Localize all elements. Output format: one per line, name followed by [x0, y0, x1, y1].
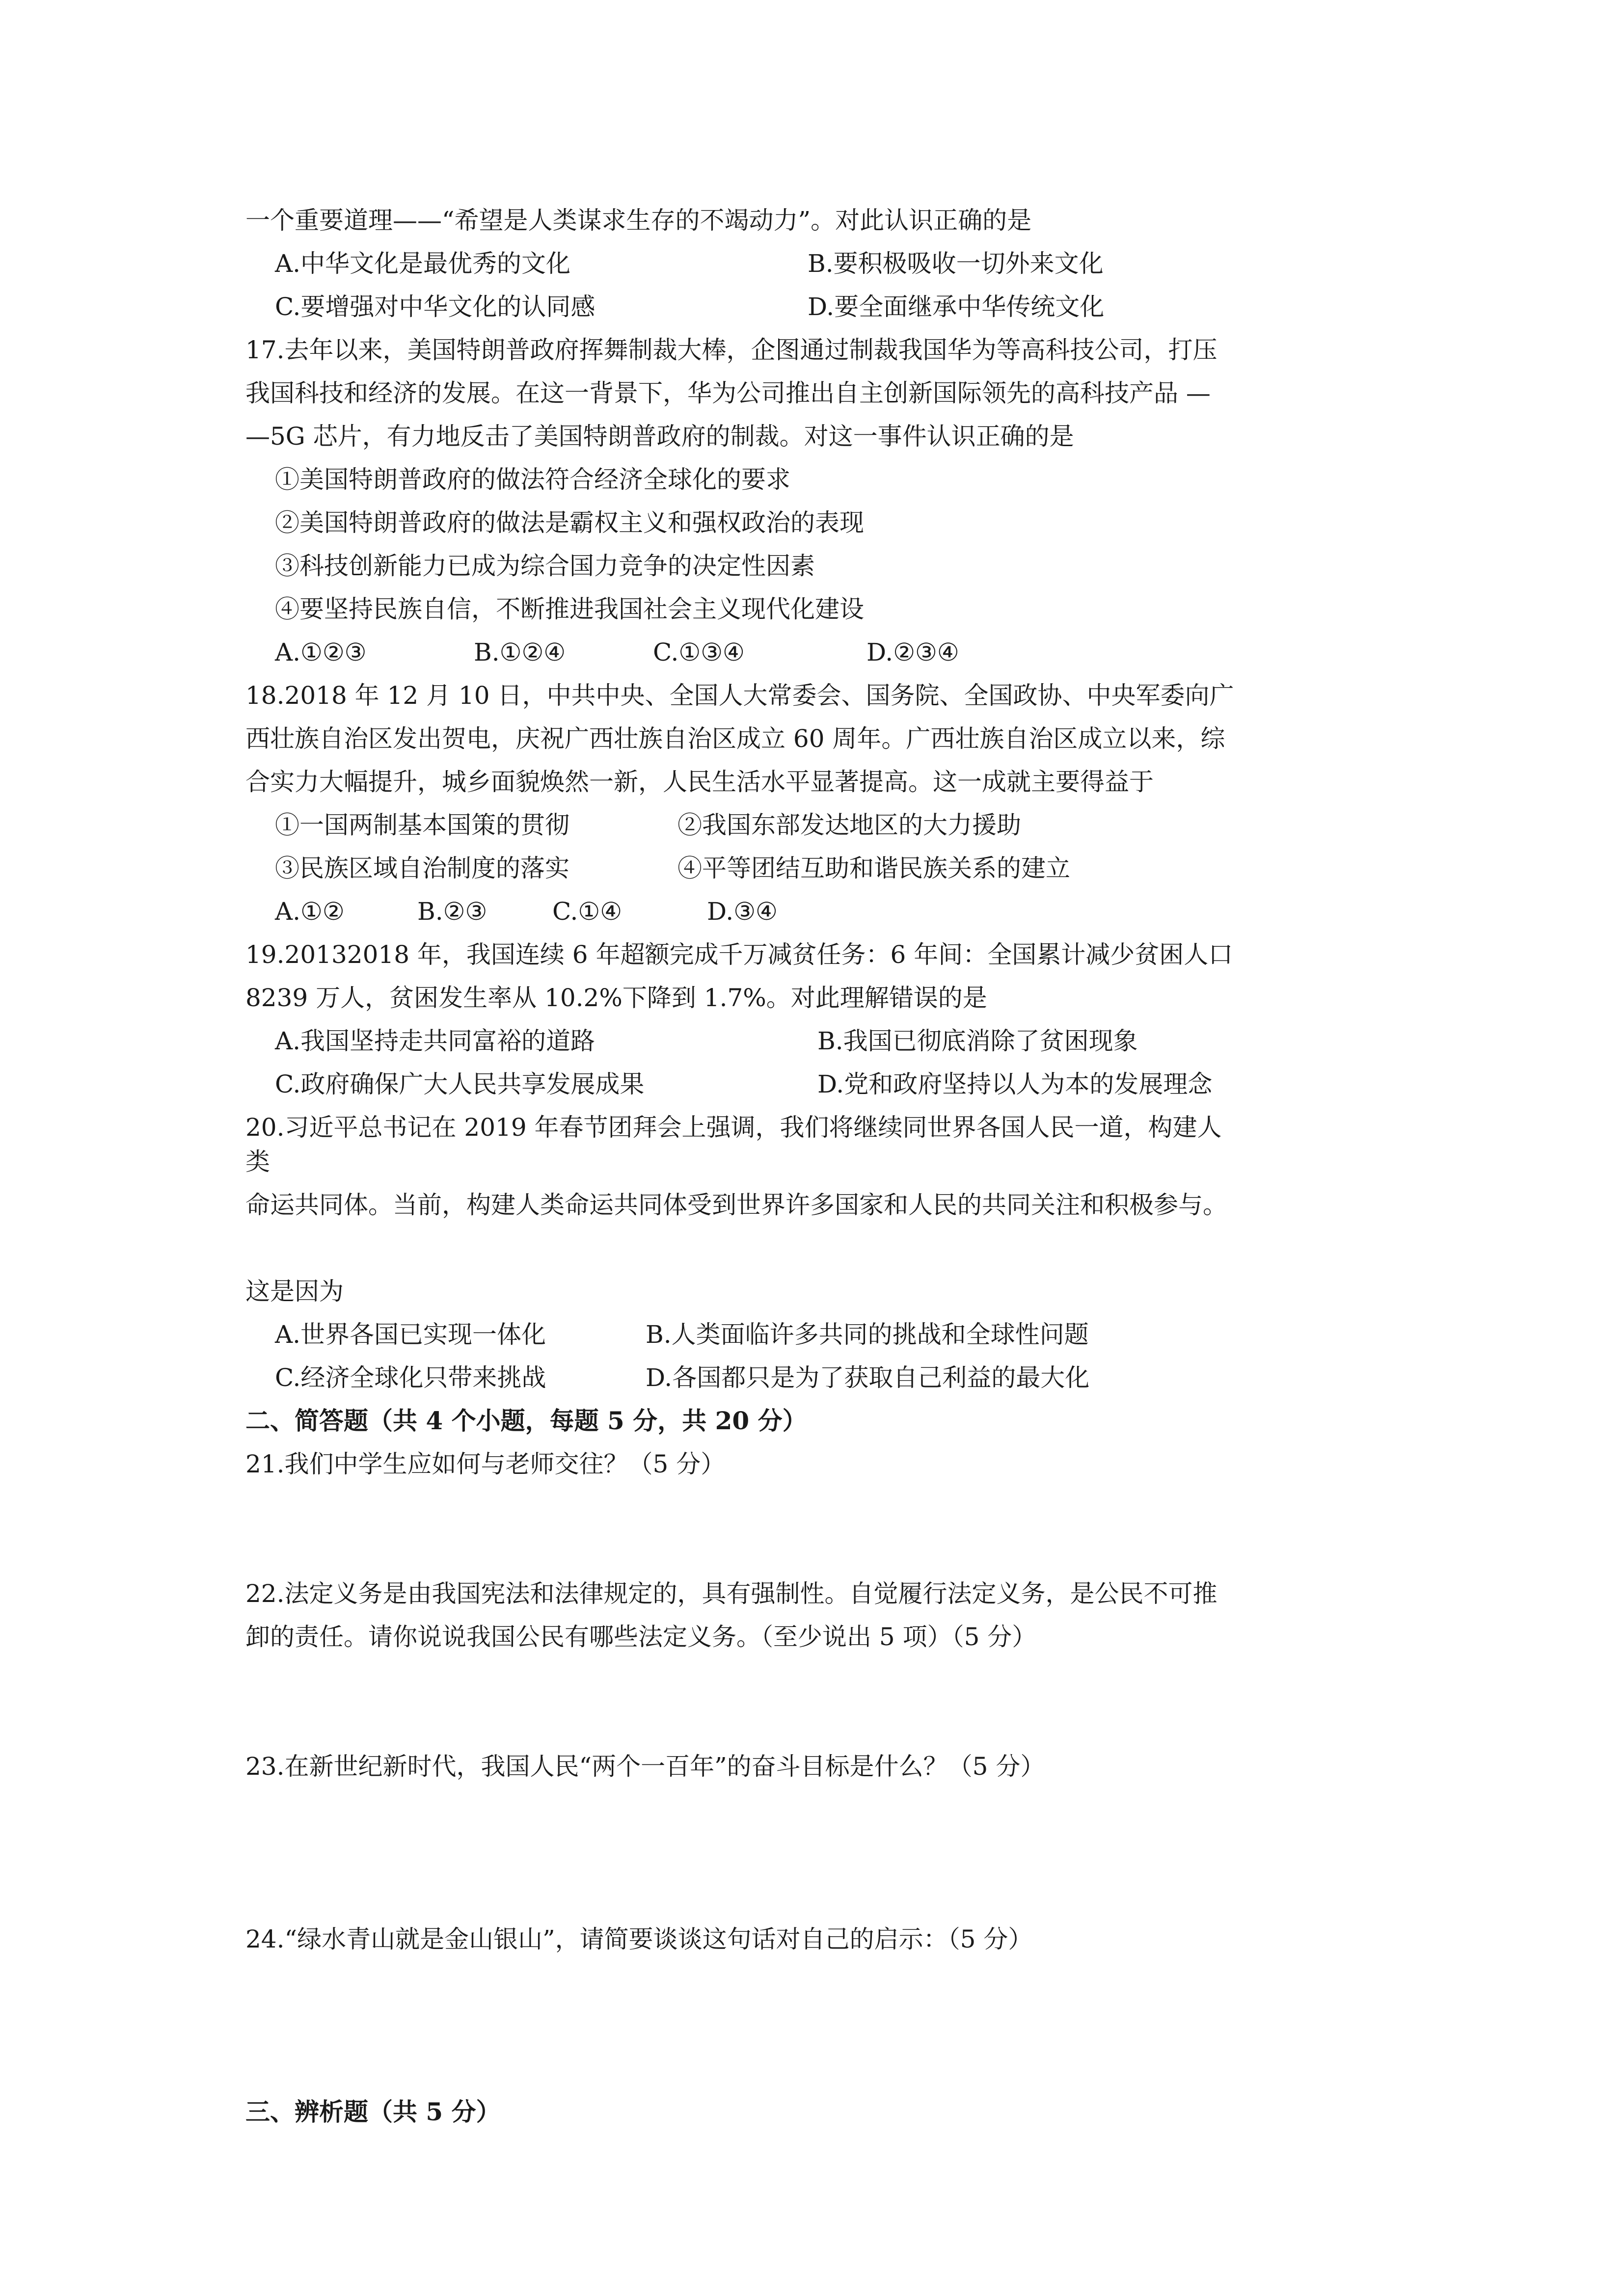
q20-option-a: A.世界各国已实现一体化 [275, 1320, 546, 1349]
q18-stem-line3: 合实力大幅提升，城乡面貌焕然一新，人民生活水平显著提高。这一成就主要得益于 [245, 768, 1154, 796]
q20-option-d: D.各国都只是为了获取自己利益的最大化 [646, 1363, 1090, 1392]
section-2-heading: 二、简答题（共 4 个小题，每题 5 分，共 20 分） [245, 1406, 807, 1435]
q17-statement-4: ④要坚持民族自信，不断推进我国社会主义现代化建设 [275, 595, 864, 623]
q22-line2: 卸的责任。请你说说我国公民有哪些法定义务。（至少说出 5 项）（5 分） [245, 1623, 1037, 1651]
q19-option-d: D.党和政府坚持以人为本的发展理念 [817, 1070, 1213, 1098]
q16-option-b: B.要积极吸收一切外来文化 [808, 249, 1104, 278]
q17-option-b: B.①②④ [474, 638, 566, 667]
q16-option-a: A.中华文化是最优秀的文化 [275, 249, 571, 278]
q19-option-a: A.我国坚持走共同富裕的道路 [275, 1027, 595, 1055]
q16-stem-tail: 一个重要道理——“希望是人类谋求生存的不竭动力”。对此认识正确的是 [245, 206, 1032, 235]
q17-statement-3: ③科技创新能力已成为综合国力竞争的决定性因素 [275, 552, 815, 580]
q17-option-c: C.①③④ [653, 638, 745, 667]
q18-statement-1: ①一国两制基本国策的贯彻 [275, 811, 569, 839]
q17-stem-line3: —5G 芯片，有力地反击了美国特朗普政府的制裁。对这一事件认识正确的是 [245, 422, 1074, 451]
q16-option-c: C.要增强对中华文化的认同感 [275, 293, 595, 321]
q19-option-b: B.我国已彻底消除了贫困现象 [817, 1027, 1138, 1055]
q20-option-c: C.经济全球化只带来挑战 [275, 1363, 546, 1392]
q20-option-b: B.人类面临许多共同的挑战和全球性问题 [646, 1320, 1089, 1349]
q24: 24.“绿水青山就是金山银山”，请简要谈谈这句话对自己的启示：（5 分） [245, 1925, 1033, 1953]
q18-option-c: C.①④ [552, 897, 623, 926]
q17-stem-line2: 我国科技和经济的发展。在这一背景下，华为公司推出自主创新国际领先的高科技产品 — [245, 379, 1211, 407]
q16-option-d: D.要全面继承中华传统文化 [808, 293, 1105, 321]
q21: 21.我们中学生应如何与老师交往？（5 分） [245, 1450, 726, 1478]
q17-option-d: D.②③④ [866, 638, 959, 667]
q20-stem-line1: 20.习近平总书记在 2019 年春节团拜会上强调，我们将继续同世界各国人民一道，构建人 [245, 1113, 1222, 1142]
q18-statement-2: ②我国东部发达地区的大力援助 [677, 811, 1021, 839]
q22-line1: 22.法定义务是由我国宪法和法律规定的，具有强制性。自觉履行法定义务，是公民不可推 [245, 1579, 1218, 1608]
q18-statement-4: ④平等团结互助和谐民族关系的建立 [677, 854, 1070, 882]
q18-stem-line2: 西壮族自治区发出贺电，庆祝广西壮族自治区成立 60 周年。广西壮族自治区成立以来，综 [245, 724, 1225, 753]
q18-option-a: A.①② [275, 897, 345, 926]
q19-option-c: C.政府确保广大人民共享发展成果 [275, 1070, 645, 1098]
q17-statement-2: ②美国特朗普政府的做法是霸权主义和强权政治的表现 [275, 508, 864, 537]
q18-option-b: B.②③ [417, 897, 487, 926]
q23: 23.在新世纪新时代，我国人民“两个一百年”的奋斗目标是什么？（5 分） [245, 1752, 1045, 1781]
q20-stem-line2: 类 [245, 1148, 270, 1176]
q17-statement-1: ①美国特朗普政府的做法符合经济全球化的要求 [275, 465, 790, 494]
q18-option-d: D.③④ [707, 897, 778, 926]
q18-stem-line1: 18.2018 年 12 月 10 日，中共中央、全国人大常委会、国务院、全国政协、中央军委向广 [245, 681, 1234, 710]
q19-stem-line1: 19.20132018 年，我国连续 6 年超额完成千万减贫任务：6 年间：全国累计减少贫困人口 [245, 940, 1233, 969]
q17-stem-line1: 17.去年以来，美国特朗普政府挥舞制裁大棒，企图通过制裁我国华为等高科技公司，打压 [245, 336, 1218, 364]
q18-statement-3: ③民族区域自治制度的落实 [275, 854, 569, 882]
q17-option-a: A.①②③ [275, 638, 367, 667]
section-3-heading: 三、辨析题（共 5 分） [245, 2097, 501, 2126]
q20-stem-line3: 命运共同体。当前，构建人类命运共同体受到世界许多国家和人民的共同关注和积极参与。 [245, 1191, 1227, 1219]
q20-stem-line4: 这是因为 [245, 1277, 344, 1306]
q19-stem-line2: 8239 万人，贫困发生率从 10.2%下降到 1.7%。对此理解错误的是 [245, 984, 987, 1012]
